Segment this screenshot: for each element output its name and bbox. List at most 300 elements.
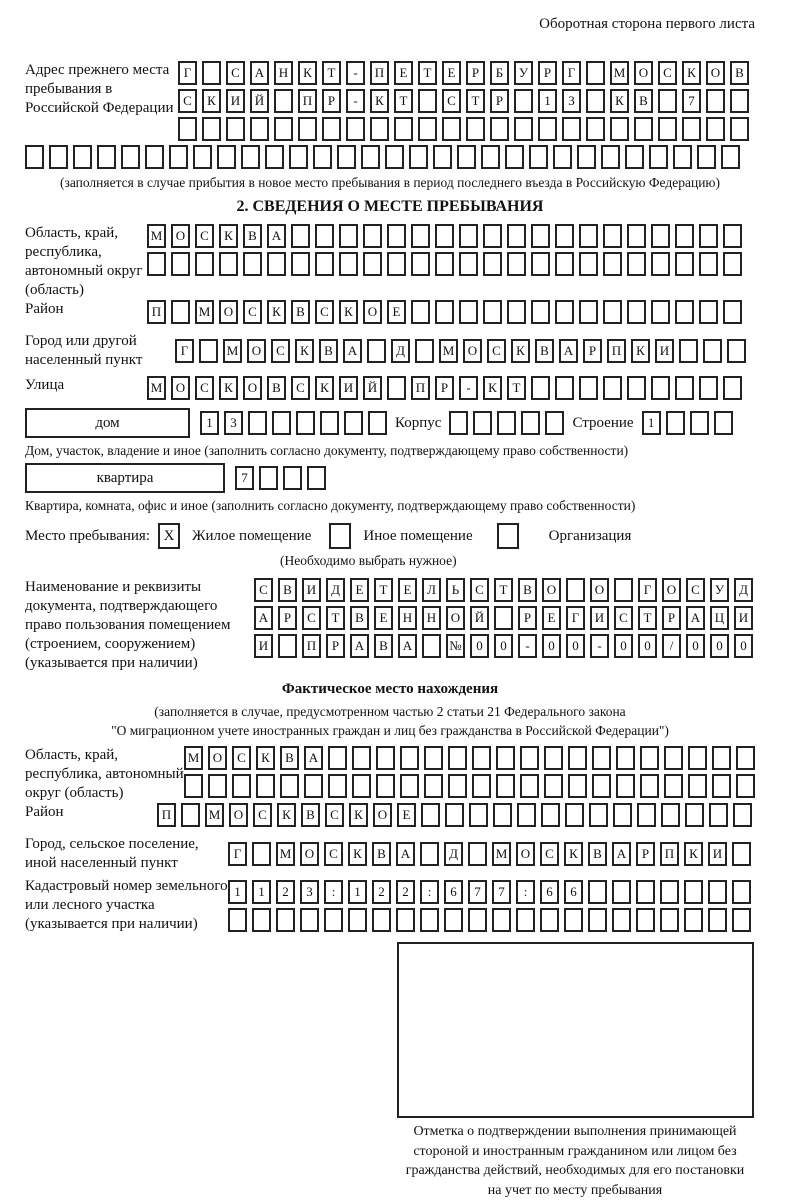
char-box[interactable] <box>684 880 703 904</box>
char-box[interactable] <box>732 842 751 866</box>
char-box[interactable] <box>721 145 740 169</box>
char-box[interactable] <box>396 908 415 932</box>
char-box[interactable]: А <box>254 606 273 630</box>
char-box[interactable] <box>723 224 742 248</box>
char-box[interactable] <box>376 746 395 770</box>
char-box[interactable] <box>507 224 526 248</box>
char-box[interactable] <box>472 774 491 798</box>
char-box[interactable] <box>363 224 382 248</box>
char-box[interactable] <box>699 300 718 324</box>
char-box[interactable] <box>420 842 439 866</box>
char-box[interactable] <box>226 117 245 141</box>
char-box[interactable] <box>516 908 535 932</box>
char-box[interactable] <box>291 252 310 276</box>
char-box[interactable] <box>660 908 679 932</box>
char-box[interactable] <box>684 908 703 932</box>
char-box[interactable] <box>469 803 488 827</box>
char-box[interactable]: К <box>684 842 703 866</box>
char-box[interactable]: С <box>232 746 251 770</box>
char-box[interactable]: К <box>483 376 502 400</box>
char-box[interactable]: - <box>518 634 537 658</box>
char-box[interactable] <box>472 746 491 770</box>
char-box[interactable]: К <box>295 339 314 363</box>
char-box[interactable] <box>586 89 605 113</box>
char-box[interactable] <box>304 774 323 798</box>
char-box[interactable]: Е <box>374 606 393 630</box>
char-box[interactable] <box>627 376 646 400</box>
char-box[interactable]: В <box>280 746 299 770</box>
char-box[interactable] <box>421 803 440 827</box>
char-box[interactable] <box>367 339 386 363</box>
char-box[interactable] <box>289 145 308 169</box>
char-box[interactable] <box>344 411 363 435</box>
char-box[interactable]: А <box>250 61 269 85</box>
char-box[interactable]: 0 <box>686 634 705 658</box>
char-box[interactable]: Р <box>435 376 454 400</box>
char-box[interactable]: Е <box>394 61 413 85</box>
char-box[interactable]: В <box>374 634 393 658</box>
char-box[interactable]: / <box>662 634 681 658</box>
char-box[interactable] <box>449 411 468 435</box>
char-box[interactable] <box>627 252 646 276</box>
char-box[interactable] <box>673 145 692 169</box>
char-box[interactable] <box>300 908 319 932</box>
char-box[interactable]: П <box>607 339 626 363</box>
char-box[interactable]: 2 <box>372 880 391 904</box>
char-box[interactable]: И <box>226 89 245 113</box>
char-box[interactable]: Т <box>374 578 393 602</box>
char-box[interactable]: Д <box>444 842 463 866</box>
char-box[interactable] <box>25 145 44 169</box>
char-box[interactable] <box>459 300 478 324</box>
char-box[interactable]: А <box>304 746 323 770</box>
char-box[interactable] <box>337 145 356 169</box>
char-box[interactable] <box>368 411 387 435</box>
char-box[interactable]: С <box>614 606 633 630</box>
char-box[interactable]: Т <box>394 89 413 113</box>
char-box[interactable] <box>442 117 461 141</box>
char-box[interactable] <box>483 252 502 276</box>
char-box[interactable] <box>544 746 563 770</box>
char-box[interactable] <box>541 803 560 827</box>
char-box[interactable] <box>730 117 749 141</box>
char-box[interactable]: К <box>511 339 530 363</box>
char-box[interactable] <box>688 746 707 770</box>
char-box[interactable] <box>610 117 629 141</box>
char-box[interactable]: О <box>219 300 238 324</box>
char-box[interactable] <box>614 578 633 602</box>
char-box[interactable]: : <box>324 880 343 904</box>
char-box[interactable] <box>603 376 622 400</box>
char-box[interactable]: 1 <box>228 880 247 904</box>
char-box[interactable]: В <box>634 89 653 113</box>
char-box[interactable] <box>675 376 694 400</box>
char-box[interactable] <box>272 411 291 435</box>
char-box[interactable]: М <box>223 339 242 363</box>
char-box[interactable]: И <box>708 842 727 866</box>
char-box[interactable] <box>603 300 622 324</box>
char-box[interactable]: М <box>147 376 166 400</box>
char-box[interactable]: Р <box>662 606 681 630</box>
char-box[interactable]: И <box>655 339 674 363</box>
char-box[interactable]: С <box>271 339 290 363</box>
char-box[interactable] <box>424 746 443 770</box>
char-box[interactable]: С <box>302 606 321 630</box>
char-box[interactable]: Е <box>398 578 417 602</box>
char-box[interactable]: 1 <box>252 880 271 904</box>
char-box[interactable]: П <box>370 61 389 85</box>
char-box[interactable] <box>208 774 227 798</box>
char-box[interactable]: О <box>634 61 653 85</box>
char-box[interactable] <box>637 803 656 827</box>
char-box[interactable]: В <box>588 842 607 866</box>
char-box[interactable]: П <box>298 89 317 113</box>
char-box[interactable]: О <box>300 842 319 866</box>
char-box[interactable]: П <box>411 376 430 400</box>
char-box[interactable] <box>448 746 467 770</box>
char-box[interactable] <box>274 89 293 113</box>
char-box[interactable] <box>411 224 430 248</box>
char-box[interactable]: О <box>706 61 725 85</box>
char-box[interactable]: С <box>324 842 343 866</box>
char-box[interactable]: Г <box>175 339 194 363</box>
char-box[interactable] <box>708 908 727 932</box>
char-box[interactable] <box>675 300 694 324</box>
char-box[interactable] <box>714 411 733 435</box>
char-box[interactable] <box>730 89 749 113</box>
char-box[interactable]: К <box>256 746 275 770</box>
char-box[interactable] <box>228 908 247 932</box>
char-box[interactable]: В <box>267 376 286 400</box>
char-box[interactable]: Л <box>422 578 441 602</box>
char-box[interactable] <box>420 908 439 932</box>
char-box[interactable] <box>328 746 347 770</box>
char-box[interactable]: 1 <box>642 411 661 435</box>
char-box[interactable]: 2 <box>396 880 415 904</box>
char-box[interactable] <box>494 606 513 630</box>
char-box[interactable] <box>679 339 698 363</box>
char-box[interactable]: И <box>590 606 609 630</box>
char-box[interactable]: - <box>459 376 478 400</box>
char-box[interactable] <box>651 300 670 324</box>
char-box[interactable]: С <box>470 578 489 602</box>
char-box[interactable]: О <box>208 746 227 770</box>
char-box[interactable] <box>400 746 419 770</box>
char-box[interactable]: О <box>516 842 535 866</box>
char-box[interactable]: 0 <box>614 634 633 658</box>
char-box[interactable]: О <box>171 224 190 248</box>
char-box[interactable] <box>538 117 557 141</box>
char-box[interactable]: К <box>370 89 389 113</box>
char-box[interactable] <box>616 774 635 798</box>
char-box[interactable]: С <box>243 300 262 324</box>
char-box[interactable]: М <box>147 224 166 248</box>
char-box[interactable] <box>243 252 262 276</box>
char-box[interactable]: О <box>363 300 382 324</box>
char-box[interactable] <box>521 411 540 435</box>
char-box[interactable] <box>562 117 581 141</box>
char-box[interactable] <box>459 224 478 248</box>
char-box[interactable]: Т <box>494 578 513 602</box>
char-box[interactable] <box>723 252 742 276</box>
char-box[interactable]: 0 <box>734 634 753 658</box>
char-box[interactable] <box>195 252 214 276</box>
char-box[interactable] <box>49 145 68 169</box>
char-box[interactable]: Г <box>228 842 247 866</box>
char-box[interactable]: А <box>559 339 578 363</box>
char-box[interactable] <box>712 774 731 798</box>
char-box[interactable] <box>568 774 587 798</box>
char-box[interactable] <box>445 803 464 827</box>
char-box[interactable]: 6 <box>444 880 463 904</box>
char-box[interactable]: Р <box>278 606 297 630</box>
char-box[interactable] <box>361 145 380 169</box>
char-box[interactable]: М <box>610 61 629 85</box>
char-box[interactable] <box>603 224 622 248</box>
char-box[interactable]: Т <box>466 89 485 113</box>
char-box[interactable]: К <box>277 803 296 827</box>
char-box[interactable]: С <box>253 803 272 827</box>
char-box[interactable]: В <box>301 803 320 827</box>
char-box[interactable] <box>627 224 646 248</box>
char-box[interactable] <box>555 300 574 324</box>
char-box[interactable]: 6 <box>540 880 559 904</box>
char-box[interactable]: Р <box>538 61 557 85</box>
char-box[interactable]: 7 <box>235 466 254 490</box>
char-box[interactable] <box>736 746 755 770</box>
char-box[interactable]: К <box>202 89 221 113</box>
char-box[interactable] <box>566 578 585 602</box>
char-box[interactable] <box>507 300 526 324</box>
char-box[interactable] <box>709 803 728 827</box>
stay-type-checkbox-other[interactable] <box>329 523 351 549</box>
char-box[interactable] <box>435 224 454 248</box>
char-box[interactable] <box>579 224 598 248</box>
char-box[interactable] <box>171 252 190 276</box>
char-box[interactable] <box>651 224 670 248</box>
char-box[interactable] <box>612 908 631 932</box>
char-box[interactable] <box>468 842 487 866</box>
char-box[interactable]: Д <box>734 578 753 602</box>
char-box[interactable] <box>636 880 655 904</box>
char-box[interactable] <box>507 252 526 276</box>
char-box[interactable] <box>121 145 140 169</box>
char-box[interactable] <box>339 252 358 276</box>
char-box[interactable]: 7 <box>682 89 701 113</box>
char-box[interactable] <box>276 908 295 932</box>
char-box[interactable]: М <box>492 842 511 866</box>
char-box[interactable]: К <box>610 89 629 113</box>
char-box[interactable]: М <box>205 803 224 827</box>
char-box[interactable]: С <box>254 578 273 602</box>
char-box[interactable]: 6 <box>564 880 583 904</box>
char-box[interactable]: Т <box>322 61 341 85</box>
char-box[interactable] <box>97 145 116 169</box>
char-box[interactable]: 7 <box>492 880 511 904</box>
char-box[interactable]: В <box>730 61 749 85</box>
char-box[interactable] <box>320 411 339 435</box>
char-box[interactable]: С <box>195 376 214 400</box>
char-box[interactable] <box>514 117 533 141</box>
char-box[interactable] <box>418 117 437 141</box>
char-box[interactable] <box>579 376 598 400</box>
char-box[interactable] <box>517 803 536 827</box>
char-box[interactable] <box>699 376 718 400</box>
char-box[interactable] <box>457 145 476 169</box>
char-box[interactable] <box>703 339 722 363</box>
char-box[interactable]: В <box>291 300 310 324</box>
char-box[interactable]: - <box>346 61 365 85</box>
char-box[interactable]: Д <box>391 339 410 363</box>
char-box[interactable] <box>664 746 683 770</box>
char-box[interactable] <box>544 774 563 798</box>
char-box[interactable]: : <box>516 880 535 904</box>
char-box[interactable]: С <box>178 89 197 113</box>
char-box[interactable]: П <box>157 803 176 827</box>
char-box[interactable]: С <box>315 300 334 324</box>
char-box[interactable] <box>732 880 751 904</box>
char-box[interactable] <box>291 224 310 248</box>
char-box[interactable]: И <box>302 578 321 602</box>
char-box[interactable]: А <box>398 634 417 658</box>
char-box[interactable] <box>435 300 454 324</box>
char-box[interactable]: С <box>658 61 677 85</box>
char-box[interactable]: 1 <box>200 411 219 435</box>
char-box[interactable]: 3 <box>300 880 319 904</box>
char-box[interactable] <box>433 145 452 169</box>
char-box[interactable]: К <box>682 61 701 85</box>
char-box[interactable] <box>370 117 389 141</box>
char-box[interactable] <box>531 376 550 400</box>
char-box[interactable] <box>690 411 709 435</box>
char-box[interactable] <box>613 803 632 827</box>
char-box[interactable] <box>675 224 694 248</box>
char-box[interactable]: Т <box>418 61 437 85</box>
char-box[interactable] <box>490 117 509 141</box>
char-box[interactable]: 2 <box>276 880 295 904</box>
char-box[interactable] <box>660 880 679 904</box>
char-box[interactable] <box>199 339 218 363</box>
char-box[interactable] <box>252 842 271 866</box>
char-box[interactable] <box>178 117 197 141</box>
char-box[interactable] <box>232 774 251 798</box>
char-box[interactable] <box>658 117 677 141</box>
char-box[interactable]: К <box>349 803 368 827</box>
char-box[interactable] <box>723 300 742 324</box>
char-box[interactable] <box>688 774 707 798</box>
char-box[interactable]: - <box>590 634 609 658</box>
char-box[interactable] <box>553 145 572 169</box>
char-box[interactable] <box>555 224 574 248</box>
char-box[interactable]: С <box>226 61 245 85</box>
char-box[interactable] <box>658 89 677 113</box>
char-box[interactable] <box>634 117 653 141</box>
char-box[interactable]: Р <box>490 89 509 113</box>
char-box[interactable]: 3 <box>562 89 581 113</box>
char-box[interactable] <box>708 880 727 904</box>
char-box[interactable] <box>274 117 293 141</box>
char-box[interactable]: П <box>147 300 166 324</box>
char-box[interactable] <box>545 411 564 435</box>
char-box[interactable] <box>202 117 221 141</box>
char-box[interactable] <box>505 145 524 169</box>
stay-type-checkbox-organization[interactable] <box>497 523 519 549</box>
char-box[interactable] <box>252 908 271 932</box>
char-box[interactable] <box>649 145 668 169</box>
char-box[interactable]: С <box>442 89 461 113</box>
char-box[interactable] <box>682 117 701 141</box>
char-box[interactable]: К <box>631 339 650 363</box>
char-box[interactable]: К <box>298 61 317 85</box>
char-box[interactable] <box>483 300 502 324</box>
char-box[interactable]: 0 <box>470 634 489 658</box>
char-box[interactable]: Р <box>326 634 345 658</box>
char-box[interactable]: О <box>590 578 609 602</box>
char-box[interactable]: О <box>446 606 465 630</box>
char-box[interactable]: Д <box>326 578 345 602</box>
char-box[interactable]: 3 <box>224 411 243 435</box>
char-box[interactable] <box>307 466 326 490</box>
char-box[interactable]: О <box>229 803 248 827</box>
char-box[interactable]: Г <box>562 61 581 85</box>
char-box[interactable]: Р <box>636 842 655 866</box>
char-box[interactable]: А <box>396 842 415 866</box>
char-box[interactable]: Р <box>583 339 602 363</box>
char-box[interactable]: С <box>195 224 214 248</box>
char-box[interactable]: М <box>195 300 214 324</box>
char-box[interactable]: А <box>350 634 369 658</box>
char-box[interactable] <box>565 803 584 827</box>
char-box[interactable] <box>625 145 644 169</box>
char-box[interactable] <box>422 634 441 658</box>
char-box[interactable]: К <box>219 376 238 400</box>
char-box[interactable] <box>529 145 548 169</box>
char-box[interactable]: В <box>518 578 537 602</box>
char-box[interactable] <box>385 145 404 169</box>
char-box[interactable] <box>387 252 406 276</box>
char-box[interactable]: К <box>267 300 286 324</box>
char-box[interactable]: К <box>348 842 367 866</box>
char-box[interactable]: В <box>350 606 369 630</box>
char-box[interactable] <box>733 803 752 827</box>
char-box[interactable] <box>267 252 286 276</box>
char-box[interactable] <box>181 803 200 827</box>
char-box[interactable] <box>415 339 434 363</box>
char-box[interactable] <box>409 145 428 169</box>
char-box[interactable] <box>352 774 371 798</box>
char-box[interactable] <box>627 300 646 324</box>
char-box[interactable]: В <box>243 224 262 248</box>
char-box[interactable] <box>296 411 315 435</box>
char-box[interactable]: К <box>219 224 238 248</box>
char-box[interactable] <box>219 252 238 276</box>
char-box[interactable]: М <box>184 746 203 770</box>
char-box[interactable] <box>315 224 334 248</box>
char-box[interactable] <box>666 411 685 435</box>
char-box[interactable] <box>531 252 550 276</box>
char-box[interactable] <box>727 339 746 363</box>
char-box[interactable] <box>193 145 212 169</box>
char-box[interactable]: № <box>446 634 465 658</box>
char-box[interactable]: Ц <box>710 606 729 630</box>
char-box[interactable]: 0 <box>710 634 729 658</box>
char-box[interactable] <box>540 908 559 932</box>
char-box[interactable] <box>400 774 419 798</box>
char-box[interactable] <box>387 376 406 400</box>
char-box[interactable] <box>636 908 655 932</box>
char-box[interactable] <box>586 61 605 85</box>
char-box[interactable]: - <box>346 89 365 113</box>
